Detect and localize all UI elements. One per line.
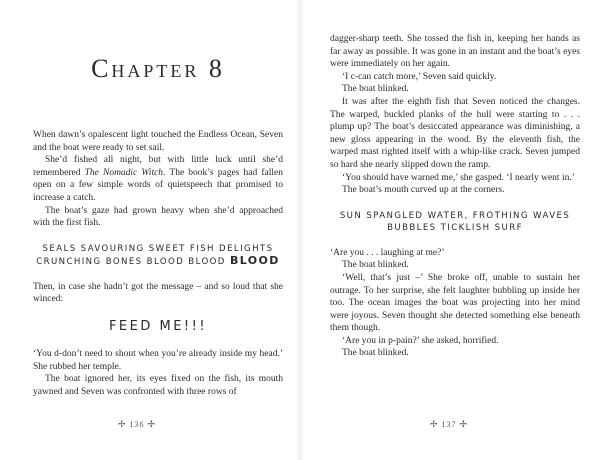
paragraph: The boat blinked. — [342, 84, 409, 95]
left-page — [33, 0, 283, 460]
ornament-icon: ✢ — [147, 419, 157, 429]
paragraph: It was after the eighth fish that Seven noticed the changes. The warped, buckled planks of the hull were starting to . . . plump up? The boat’s desiccated appearance was diminishing, a new gloss appearing in the wood. By the eleventh fish, the warped mast righted itself with a whip-like crack. Seven jumped so hard she nearly slipped down the ramp. — [330, 96, 580, 170]
spell-line: SUN SPANGLED WATER, FROTHING WAVES — [339, 210, 571, 221]
book-gutter — [296, 0, 304, 460]
chapter-title: Chapter 8 — [91, 54, 225, 83]
spell-line: CRUNCHING BONES BLOOD BLOOD BLOOD — [36, 254, 280, 268]
spell-line: SEALS SAVOURING SWEET FISH DELIGHTS — [42, 243, 274, 254]
paragraph: She’d fished all night, but with little luck until she’d remembered The Nomadic Witch. The book’s pages had fallen open on a few simple words of quietspeech that promised to increase a catch. — [33, 155, 283, 203]
quietspeech-spell — [330, 210, 580, 235]
paragraph: The boat blinked. — [342, 260, 409, 271]
paragraph: ‘You should have warned me,’ she gasped. ‘I nearly went in.’ — [342, 172, 575, 183]
ornament-icon: ✢ — [118, 419, 127, 429]
paragraph: dagger-sharp teeth. She tossed the fish in, keeping her hands as far away as possible. It was gone in an instant and the boat’s eyes were immediately on her again. — [330, 34, 580, 70]
paragraph: The boat blinked. — [342, 348, 409, 359]
page-number: 137 — [441, 420, 457, 429]
paragraph: ‘Are you in p-pain?’ she asked, horrified. — [342, 335, 499, 346]
right-page-footer — [430, 419, 468, 430]
ornament-icon: ✢ — [430, 419, 439, 429]
page-number: 136 — [129, 420, 145, 429]
spell-emphasis: BLOOD — [229, 254, 280, 268]
ornament-icon: ✢ — [459, 419, 469, 429]
paragraph: The boat ignored her, its eyes fixed on the fish, its mouth yawned and Seven was confronted with three rows of — [33, 374, 283, 397]
right-page — [330, 0, 580, 460]
spell-line: BUBBLES TICKLISH SURF — [387, 223, 523, 234]
right-page-text — [330, 33, 580, 360]
paragraph: Then, in case she hadn’t got the message – and so loud that she winced: — [33, 281, 283, 305]
left-page-footer — [118, 419, 156, 430]
paragraph: ‘You d-don’t need to shout when you’re already inside my head.’ She rubbed her temple. — [33, 348, 283, 372]
book-title: The Nomadic Witch — [84, 167, 164, 178]
left-page-text — [33, 129, 283, 398]
paragraph: The boat’s mouth curved up at the corners. — [342, 185, 505, 196]
quietspeech-spell — [33, 243, 283, 269]
paragraph: ‘I c-can catch more,’ Seven said quickly. — [342, 71, 497, 82]
paragraph: ‘Are you . . . laughing at me?’ — [330, 247, 445, 258]
shout-text: FEED ME!!! — [108, 318, 208, 334]
paragraph: ‘Well, that’s just –’ She broke off, unable to sustain her outrage. To her surprise, she felt laughter bubbling up inside her too. The ocean images the boat was projecting into her mind were joyous. Seven thought she detected something else beneath them though. — [330, 272, 580, 334]
paragraph: When dawn’s opalescent light touched the Endless Ocean, Seven and the boat were ready to set sail. — [33, 130, 283, 153]
paragraph: The boat’s gaze had grown heavy when she’d approached with the first fish. — [33, 205, 283, 229]
